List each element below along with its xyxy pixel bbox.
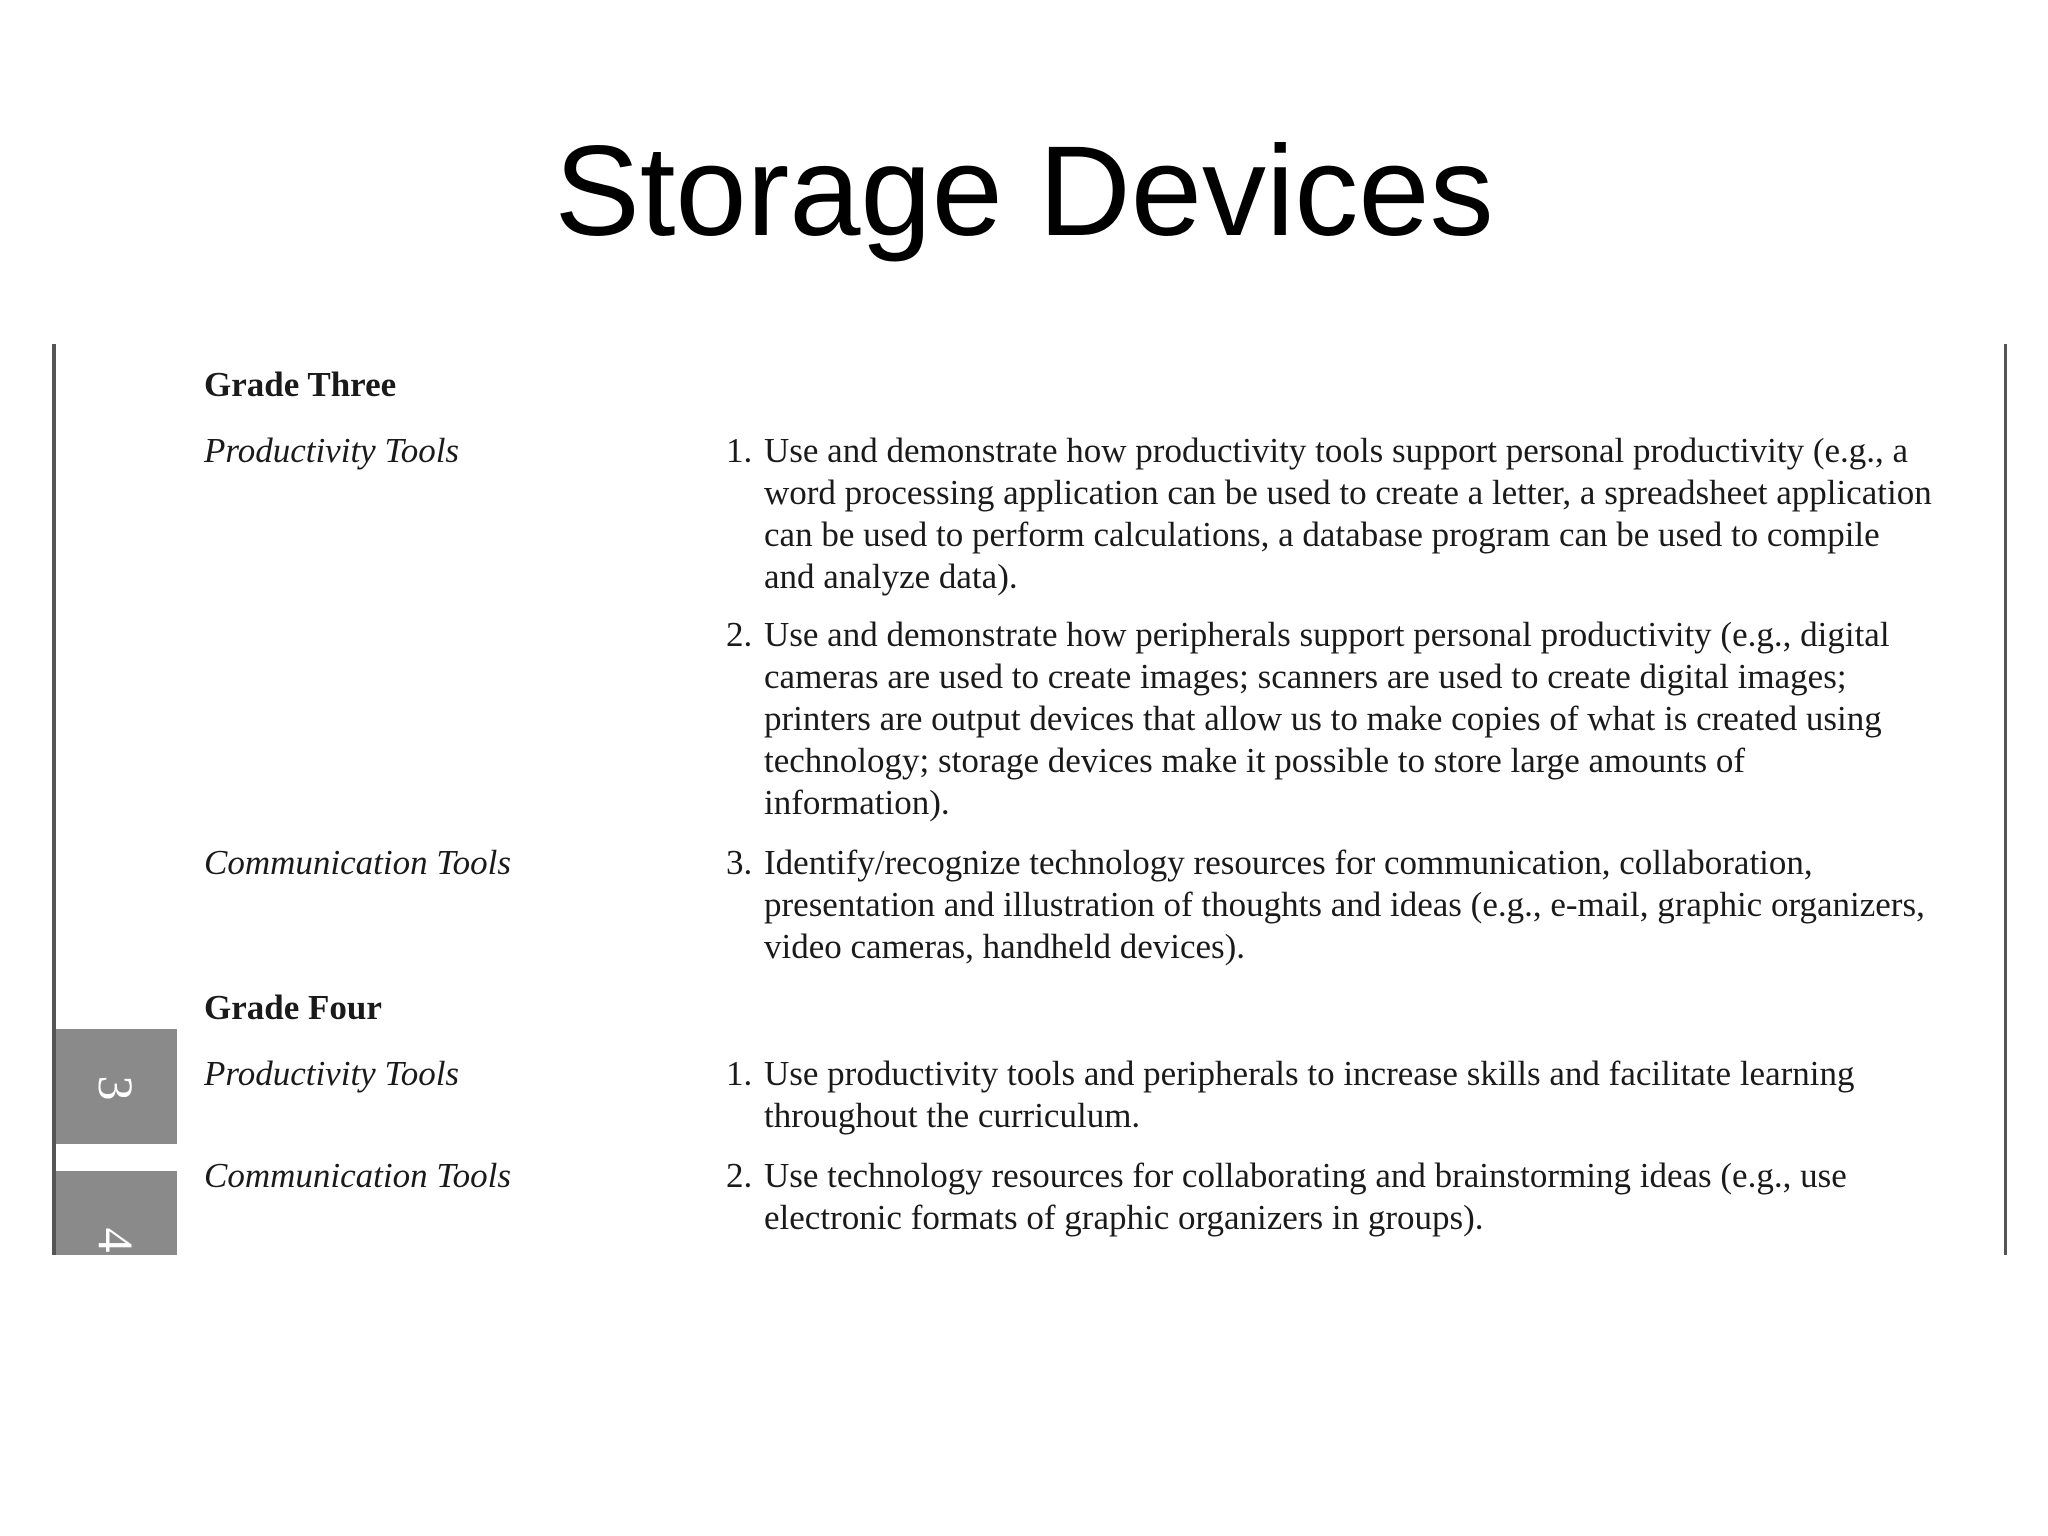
grade-three-item-2 — [726, 614, 1936, 824]
grade-four-item-2 — [726, 1155, 1936, 1239]
grade-tab-3 — [56, 1029, 177, 1144]
grade-tab-4 — [56, 1171, 177, 1255]
grade-four-communication-tools-label: Communication Tools — [204, 1156, 511, 1195]
item-text: Use and demonstrate how productivity tools support personal productivity (e.g., a word processing application can be used to create a letter, a spreadsheet application can be used to perform calculations, a database program can be used to compile and analyze data). — [764, 431, 1932, 596]
item-number: 2. — [726, 1156, 753, 1195]
grade-three-communication-tools-label: Communication Tools — [204, 843, 511, 882]
grade-three-item-1 — [726, 430, 1936, 598]
grade-three-heading: Grade Three — [204, 365, 397, 404]
grade-four-item-1 — [726, 1053, 1936, 1137]
item-number: 1. — [726, 431, 753, 470]
grade-four-heading: Grade Four — [204, 988, 382, 1027]
grade-three-item-3 — [726, 842, 1936, 968]
item-text: Use productivity tools and peripherals to increase skills and facilitate learning throughout the curriculum. — [764, 1054, 1855, 1135]
slide-title: Storage Devices — [554, 120, 1494, 263]
grade-tab-label: 4 — [88, 1227, 144, 1253]
item-number: 3. — [726, 843, 753, 882]
item-number: 1. — [726, 1054, 753, 1093]
item-number: 2. — [726, 615, 753, 654]
item-text: Identify/recognize technology resources for communication, collaboration, presentation and illustration of thoughts and ideas (e.g., e-mail, graphic organizers, video cameras, handheld devices). — [764, 843, 1925, 966]
item-text: Use and demonstrate how peripherals support personal productivity (e.g., digital cameras are used to create images; scanners are used to create digital images; printers are output devices that allow us to make copies of what is created using technology; storage devices make it possible to store large amounts of information). — [764, 615, 1890, 822]
grade-four-productivity-tools-label: Productivity Tools — [204, 1054, 460, 1093]
grade-tab-label: 3 — [88, 1075, 144, 1101]
grade-three-productivity-tools-label: Productivity Tools — [204, 431, 460, 470]
document-page-scan — [52, 344, 2007, 1255]
item-text: Use technology resources for collaborating and brainstorming ideas (e.g., use electronic formats of graphic organizers in groups). — [764, 1156, 1847, 1237]
